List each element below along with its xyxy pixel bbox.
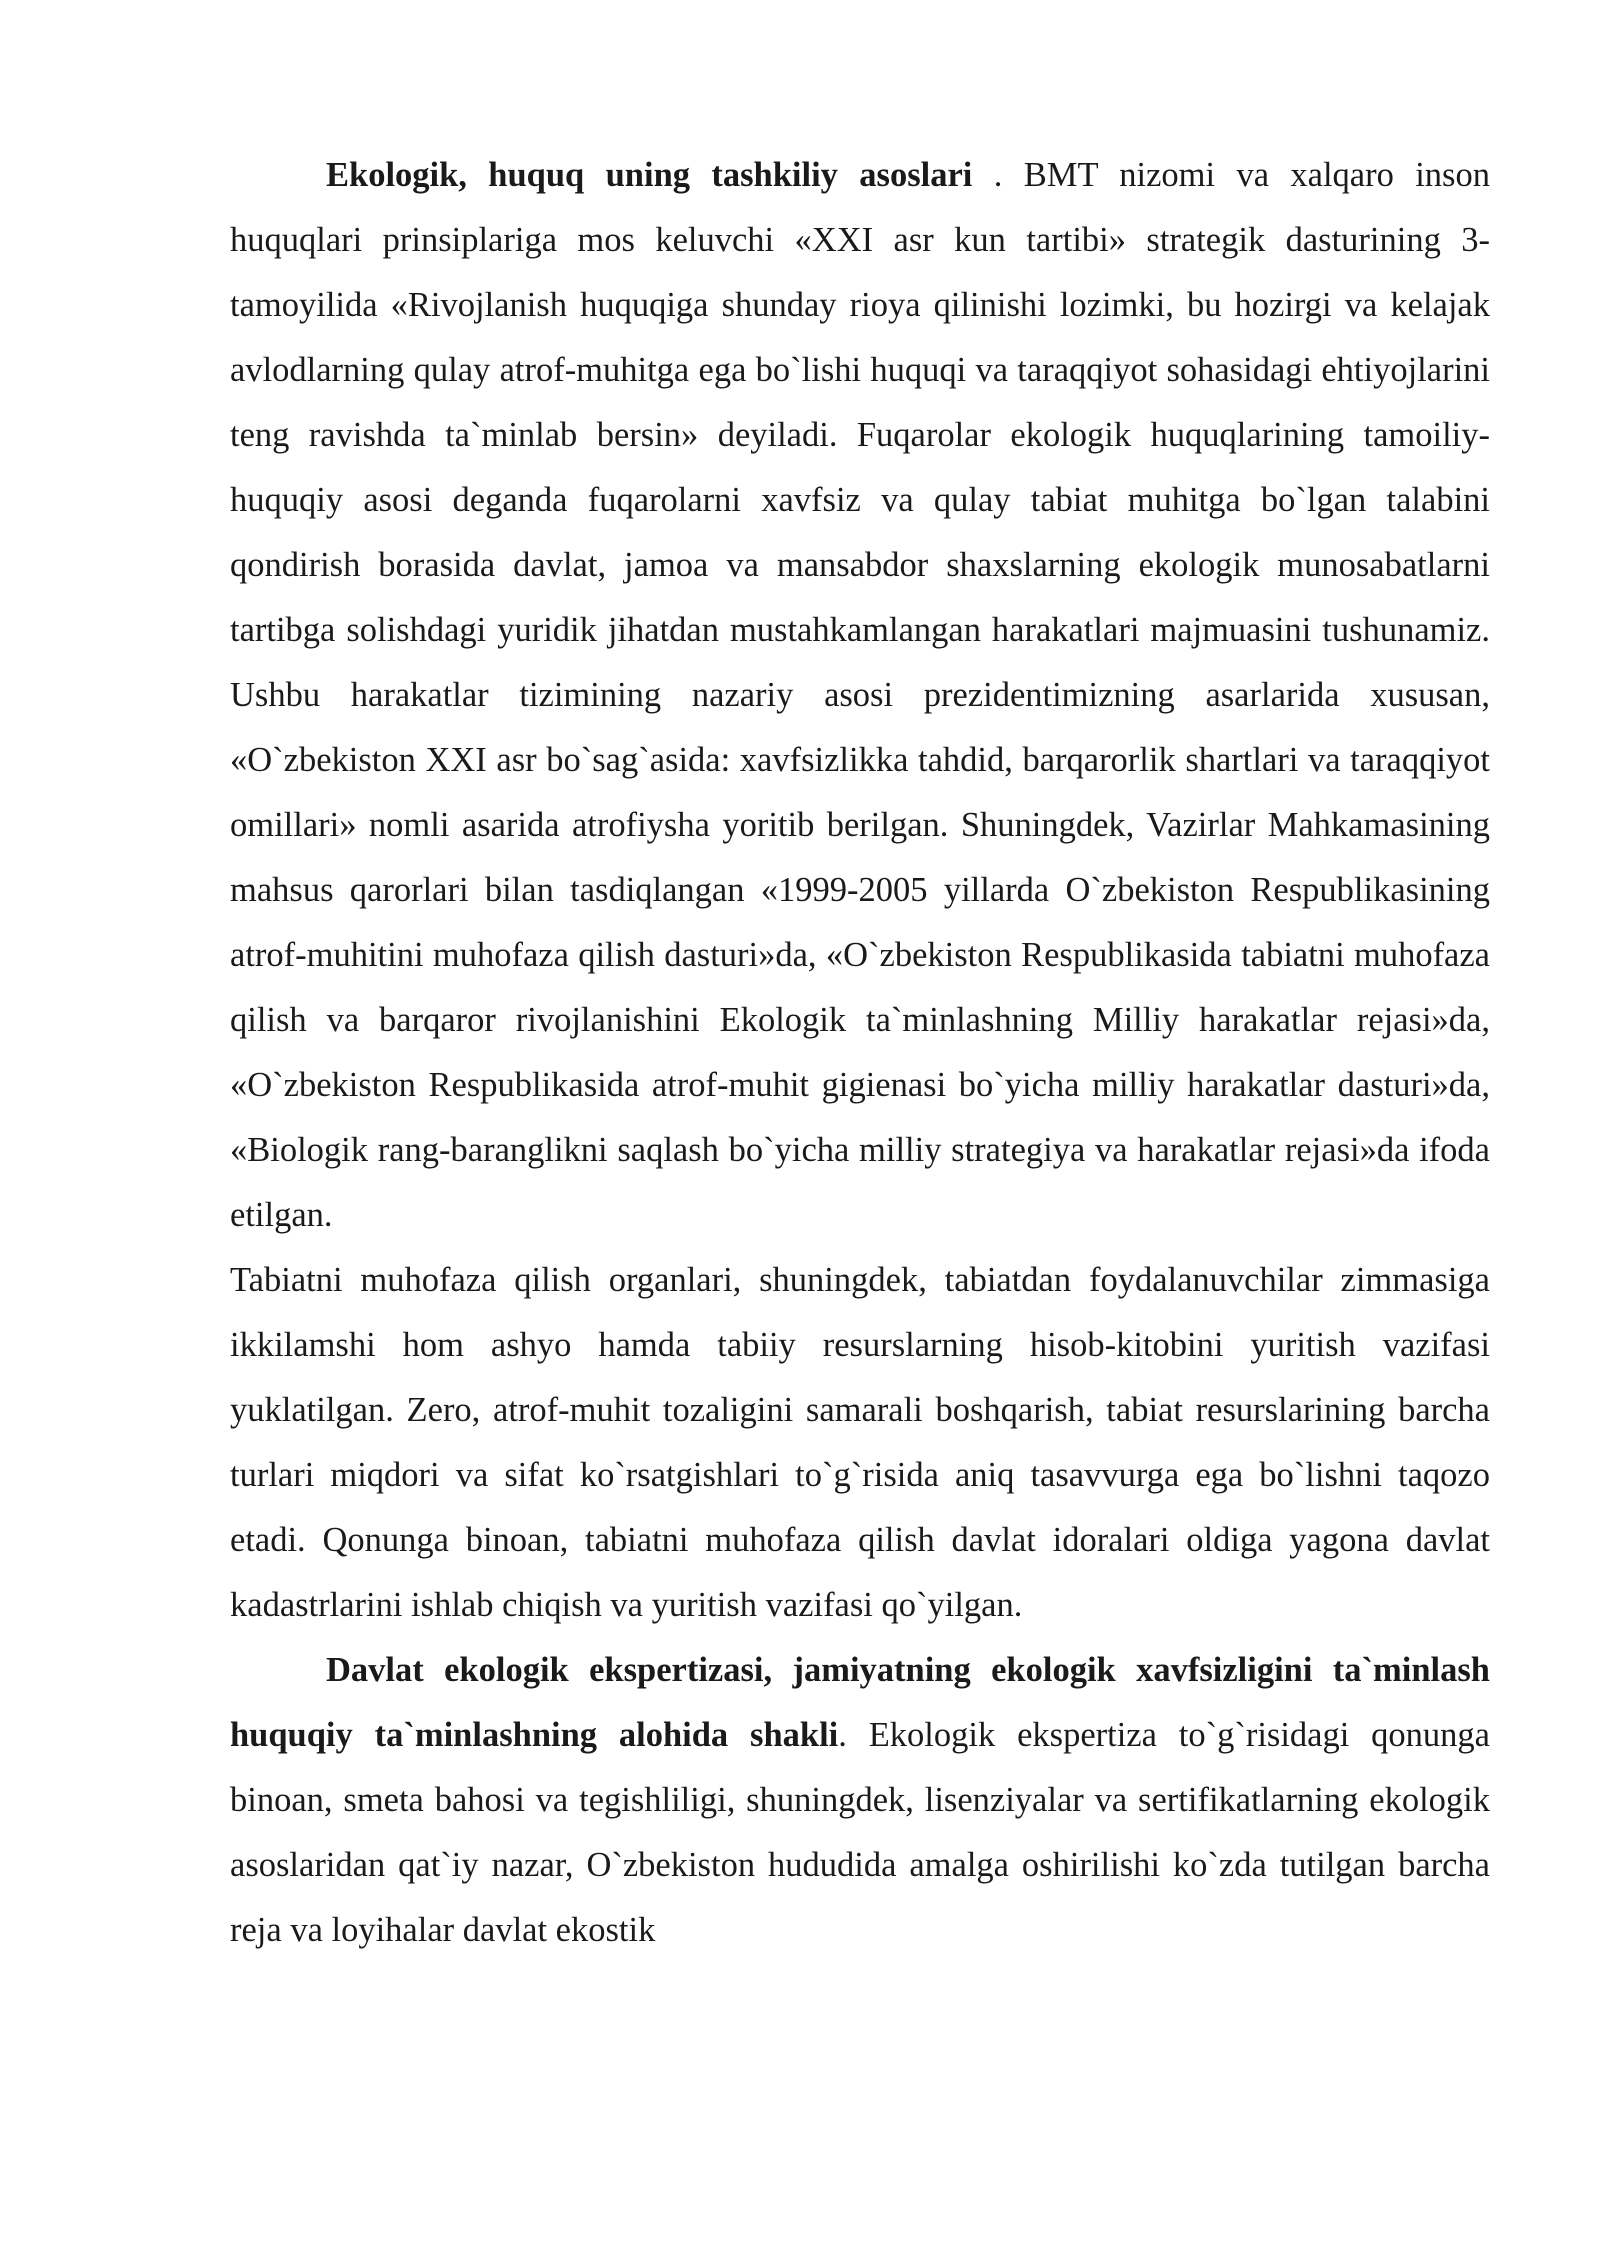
- paragraph-2-text: Tabiatni muhofaza qilish organlari, shuningdek, tabiatdan foydalanuvchilar zimmasiga ikkilamshi hom ashyo hamda tabiiy resurslarning hisob-kitobini yuritish vazifasi yuklatilgan. Zero, atrof-muhit tozaligini samarali boshqarish, tabiat resurslarining barcha turlari miqdori va sifat ko`rsatgishlari to`g`risida aniq tasavvurga ega bo`lishni taqozo etadi. Qonunga binoan, tabiatni muhofaza qilish davlat idoralari oldiga yagona davlat kadastrlarini ishlab chiqish va yuritish vazifasi qo`yilgan.: [230, 1261, 1490, 1624]
- section-heading-1: Ekologik, huquq uning tashkiliy asoslari: [326, 156, 973, 194]
- paragraph-3: [230, 1638, 1490, 1963]
- paragraph-1-text: . BMT nizomi va xalqaro inson huquqlari prinsiplariga mos keluvchi «XXI asr kun tartibi» strategik dasturining 3-tamoyilida «Rivojlanish huquqiga shunday rioya qilinishi lozimki, bu hozirgi va kelajak avlodlarning qulay atrof-muhitga ega bo`lishi huquqi va taraqqiyot sohasidagi ehtiyojlarini teng ravishda ta`minlab bersin» deyiladi. Fuqarolar ekologik huquqlarining tamoiliy-huquqiy asosi deganda fuqarolarni xavfsiz va qulay tabiat muhitga bo`lgan talabini qondirish borasida davlat, jamoa va mansabdor shaxslarning ekologik munosabatlarni tartibga solishdagi yuridik jihatdan mustahkamlangan harakatlari majmuasini tushunamiz. Ushbu harakatlar tizimining nazariy asosi prezidentimizning asarlarida xususan, «O`zbekiston XXI asr bo`sag`asida: xavfsizlikka tahdid, barqarorlik shartlari va taraqqiyot omillari» nomli asarida atrofiysha yoritib berilgan. Shuningdek, Vazirlar Mahkamasining mahsus qarorlari bilan tasdiqlangan «1999-2005 yillarda O`zbekiston Respublikasining atrof-muhitini muhofaza qilish dasturi»da, «O`zbekiston Respublikasida tabiatni muhofaza qilish va barqaror rivojlanishini Ekologik ta`minlashning Milliy harakatlar rejasi»da, «O`zbekiston Respublikasida atrof-muhit gigienasi bo`yicha milliy harakatlar dasturi»da, «Biologik rang-baranglikni saqlash bo`yicha milliy strategiya va harakatlar rejasi»da ifoda etilgan.: [230, 156, 1490, 1234]
- paragraph-1: [230, 143, 1490, 1248]
- section-heading-2: Davlat ekologik ekspertizasi, jamiyatning ekologik xavfsizligini ta`minlash huquqiy ta`minlashning alohida shakli: [230, 1651, 1490, 1754]
- paragraph-2: [230, 1248, 1490, 1638]
- document-body: [230, 143, 1490, 1963]
- paragraph-3-text: . Ekologik ekspertiza to`g`risidagi qonunga binoan, smeta bahosi va tegishliligi, shuningdek, lisenziyalar va sertifikatlarning ekologik asoslaridan qat`iy nazar, O`zbekiston hududida amalga oshirilishi ko`zda tutilgan barcha reja va loyihalar davlat ekostik: [230, 1716, 1490, 1949]
